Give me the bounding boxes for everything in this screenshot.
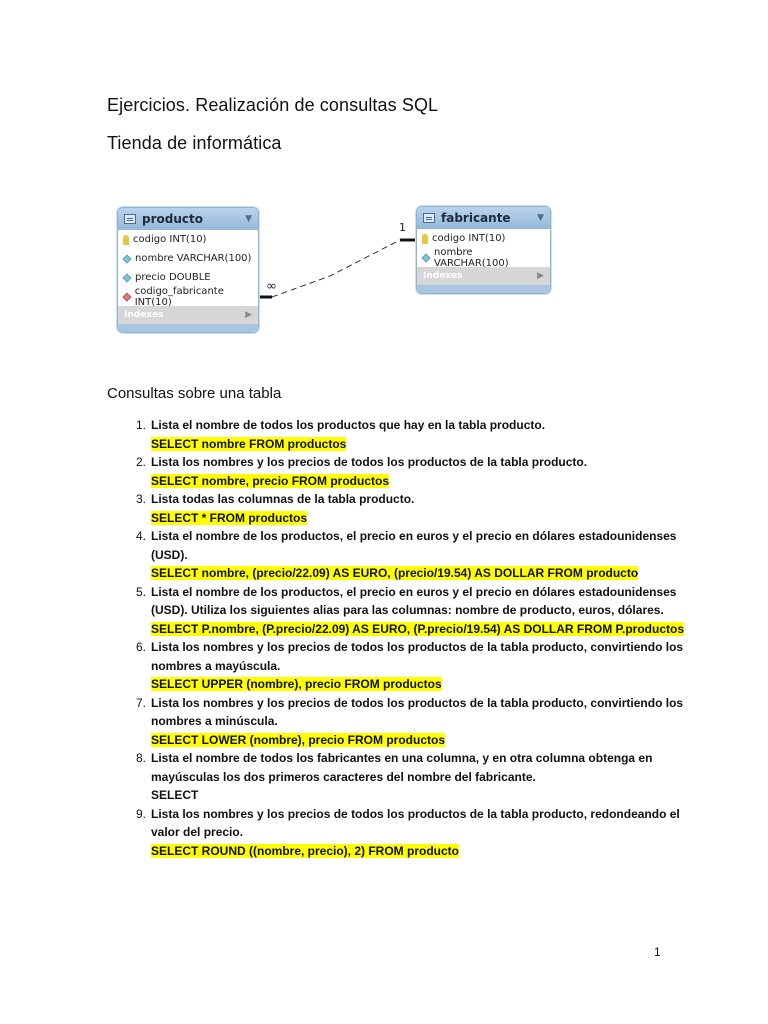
exercise-answer-line — [151, 675, 707, 694]
exercise-answer-line — [151, 620, 707, 639]
exercise-item — [107, 527, 707, 583]
chevron-right-icon: ▶ — [245, 310, 252, 320]
exercise-number: 5. — [135, 584, 146, 599]
table-fabricante — [416, 206, 551, 294]
key-icon — [123, 235, 129, 245]
column-row — [118, 268, 258, 287]
table-name: fabricante — [441, 211, 511, 225]
indexes-label: Indexes — [423, 271, 463, 281]
indexes-label: Indexes — [124, 310, 164, 320]
table-footer — [118, 324, 258, 332]
exercise-item — [107, 490, 707, 527]
page-number: 1 — [654, 945, 661, 959]
exercise-question: Lista los nombres y los precios de todos los productos de la tabla producto, convirtiendo los nombres a minúscula. — [151, 695, 684, 728]
exercise-answer: SELECT — [151, 788, 199, 802]
er-diagram — [0, 0, 768, 360]
column-row — [417, 229, 550, 248]
exercise-answer: SELECT P.nombre, (P.precio/22.09) AS EURO, (P.precio/19.54) AS DOLLAR FROM P.productos — [151, 621, 685, 636]
table-header — [118, 208, 258, 230]
exercise-answer: SELECT nombre FROM productos — [151, 436, 347, 451]
section-title: Consultas sobre una tabla — [107, 385, 282, 402]
exercise-question: Lista los nombres y los precios de todos los productos de la tabla producto, redondeando el valor del precio. — [151, 806, 680, 839]
exercise-number: 8. — [135, 751, 146, 765]
exercise-number: 2. — [135, 455, 146, 469]
exercise-number: 9. — [135, 806, 146, 821]
exercise-answer-line — [151, 786, 707, 805]
column-row — [118, 230, 258, 249]
exercise-item — [107, 638, 707, 694]
chevron-down-icon: ▼ — [245, 214, 252, 224]
exercise-question: Lista los nombres y los precios de todos los productos de la tabla producto, convirtiendo los nombres a mayúscula. — [151, 640, 684, 673]
exercise-question: Lista el nombre de todos los productos que hay en la tabla producto. — [151, 418, 546, 432]
exercise-answer: SELECT LOWER (nombre), precio FROM productos — [151, 732, 445, 747]
exercise-answer: SELECT nombre, precio FROM productos — [151, 473, 390, 488]
exercise-answer: SELECT UPPER (nombre), precio FROM productos — [151, 677, 442, 691]
exercise-answer-line — [151, 435, 707, 454]
exercise-answer: SELECT nombre, (precio/22.09) AS EURO, (precio/19.54) AS DOLLAR FROM producto — [151, 566, 639, 580]
table-icon — [423, 213, 435, 223]
exercise-list — [107, 416, 707, 860]
document-title: Ejercicios. Realización de consultas SQL — [107, 95, 439, 115]
table-icon — [124, 214, 136, 224]
column-label: codigo INT(10) — [133, 234, 207, 245]
chevron-right-icon: ▶ — [537, 271, 544, 281]
exercise-question: Lista el nombre de los productos, el precio en euros y el precio en dólares estadounidenses (USD). Utiliza los siguientes alias para las columnas: nombre de producto, euros, dólares. — [151, 584, 677, 617]
relation-one-label: 1 — [399, 221, 406, 234]
indexes-row — [118, 306, 258, 324]
column-label: precio DOUBLE — [135, 272, 211, 283]
exercise-number: 4. — [135, 529, 146, 543]
table-name: producto — [142, 212, 203, 226]
exercise-item — [107, 749, 707, 805]
exercise-question: Lista todas las columnas de la tabla producto. — [151, 492, 415, 506]
exercise-item — [107, 416, 707, 453]
exercise-answer: SELECT * FROM productos — [151, 510, 307, 525]
exercise-question: Lista el nombre de todos los fabricantes en una columna, y en otra columna obtenga en mayúsculas los dos primeros caracteres del nombre del fabricante. — [151, 751, 653, 784]
table-footer — [417, 285, 550, 293]
column-label: codigo_fabricante INT(10) — [134, 285, 224, 308]
exercise-number: 3. — [135, 492, 146, 506]
chevron-down-icon: ▼ — [537, 213, 544, 223]
column-label: nombre VARCHAR(100) — [433, 246, 509, 269]
exercise-item — [107, 453, 707, 490]
table-producto — [117, 207, 259, 333]
exercise-number: 6. — [135, 640, 146, 654]
indexes-row — [417, 267, 550, 285]
exercise-answer-line — [151, 842, 707, 861]
exercise-question: Lista el nombre de los productos, el precio en euros y el precio en dólares estadounidenses (USD). — [151, 529, 677, 562]
exercise-item — [107, 583, 707, 639]
exercise-item — [107, 805, 707, 861]
exercise-answer-line — [151, 509, 707, 528]
exercise-answer: SELECT ROUND ((nombre, precio), 2) FROM producto — [151, 843, 459, 858]
column-label: nombre VARCHAR(100) — [135, 253, 252, 264]
column-row — [118, 287, 258, 306]
table-header — [417, 207, 550, 229]
document-subtitle: Tienda de informática — [107, 133, 282, 153]
column-row — [417, 248, 550, 267]
exercise-number: 1. — [135, 418, 146, 432]
relation-many-label: ∞ — [266, 279, 277, 294]
exercise-item — [107, 694, 707, 750]
diamond-icon — [122, 254, 131, 263]
exercise-answer-line — [151, 564, 707, 583]
exercise-number: 7. — [135, 695, 146, 710]
exercise-question: Lista los nombres y los precios de todos los productos de la tabla producto. — [151, 455, 588, 469]
column-row — [118, 249, 258, 268]
diamond-icon — [122, 273, 131, 282]
key-icon — [422, 234, 428, 244]
exercise-answer-line — [151, 472, 707, 491]
exercise-answer-line — [151, 731, 707, 750]
foreign-key-icon — [122, 292, 131, 301]
relation-line — [0, 0, 768, 360]
diamond-icon — [421, 253, 430, 262]
column-label: codigo INT(10) — [432, 233, 506, 244]
